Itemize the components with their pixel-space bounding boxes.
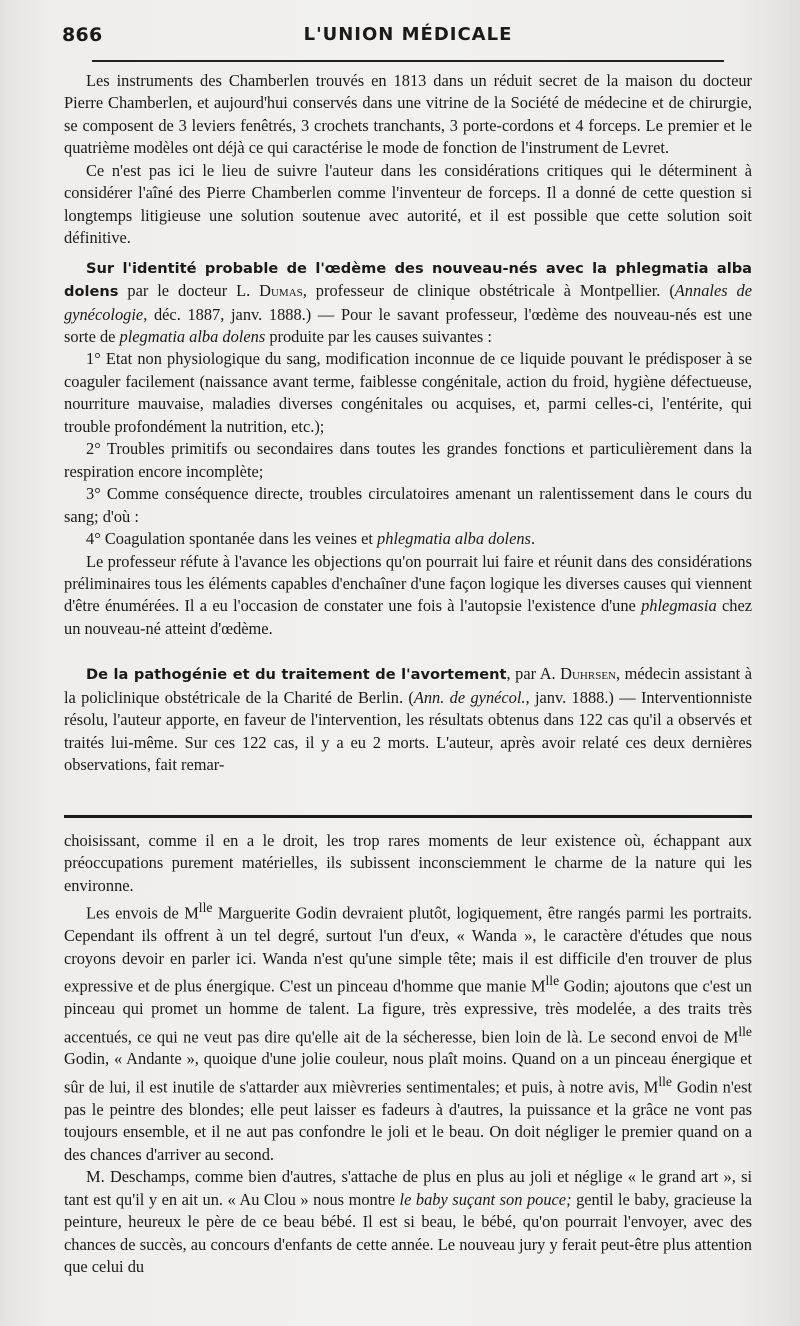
paragraph-choisissant: choisissant, comme il en a le droit, les trop rares moments de leur existence où, échappant aux préoccupations purement matérielles, ils subissent inconsciemment le charme de la nature qui les environne. xyxy=(64,831,752,895)
cause-item-4: 4° Coagulation spontanée dans les veines et phlegmatia alba dolens. xyxy=(86,529,536,549)
article-oedeme: Sur l'identité probable de l'œdème des nouveau-nés avec la phlegmatia alba dolens par le docteur L. Dumas, professeur de clinique obstétricale à Montpellier. (Annales de gynécologie, déc. 1887, janv. 1888.) — Pour le savant professeur, l'œdème des nouveau-nés est une sorte de plegmatia alba dolens produite par les causes suivantes : xyxy=(64,259,753,346)
upper-column xyxy=(64,70,752,777)
article-avortement: De la pathogénie et du traitement de l'avortement, par A. Duhrsen, médecin assistant à la policlinique obstétricale de la Charité de Berlin. (Ann. de gynécol., janv. 1888.) — Interventionniste résolu, l'auteur apporte, en faveur de l'intervention, les résultats obtenus dans 122 cas qu'il a observés et traités lui-même. Sur ces 122 cas, il y a eu 2 morts. L'auteur, après avoir relaté ces deux dernières observations, fait remar- xyxy=(64,664,753,775)
cause-item-1: 1° Etat non physiologique du sang, modification inconnue de ce liquide pouvant le prédisposer à se coaguler facilement (naissance avant terme, faiblesse congénitale, action du froid, hygiène défectueuse, nourriture mauvaise, maladies diverses congénitales ou acquises, et, parmi celles-ci, l'entérite, qui trouble profondément la nutrition, etc.); xyxy=(64,349,752,436)
author-dumas: Dumas xyxy=(259,281,303,301)
feuilleton-separator xyxy=(64,815,752,818)
paragraph-chamberlen-inventor: Ce n'est pas ici le lieu de suivre l'auteur dans les considérations critiques qui le déterminent à considérer l'aîné des Pierre Chamberlen comme l'inventeur de forceps. Il a donné de cette question si longtemps litigieuse une solution soutenue avec autorité, et il est possible que cette solution soit définitive. xyxy=(64,160,752,248)
paragraph-refutation: Le professeur réfute à l'avance les objections qu'on pourrait lui faire et réunit dans des considérations préliminaires tous les éléments capables d'enchaîner d'une façon logique les diverses causes qui viennent d'être énumérées. Il a eu l'occasion de constater une fois à l'autopsie l'existence d'une phlegmasia chez un nouveau-né atteint d'œdème. xyxy=(64,551,752,638)
cause-item-3: 3° Comme conséquence directe, troubles circulatoires amenant un ralentissement dans le cours du sang; d'où : xyxy=(64,484,752,526)
journal-name: Annales de gynécologie xyxy=(64,281,753,324)
journal-name-short: Ann. de gynécol. xyxy=(413,687,526,707)
running-title: L'UNION MÉDICALE xyxy=(303,24,513,45)
paragraph-godin: Les envois de $M^{lle}$ Marguerite Godin devraient plutôt, logiquement, être rangés parmi les portraits. Cependant ils offrent à un tel degré, surtout l'un d'eux, « Wanda », le caractère d'études que nous croyons devoir en parler ici. Wanda n'est qu'une simple tête; mais il est difficile d'en trouver de plus expressive et de plus énergique. C'est un pinceau d'homme que manie $M^{lle}$ Godin; ajoutons que c'est un pinceau qui promet un homme de talent. La figure, très expressive, très modelée, a des traits très accentués, ce qui ne veut pas dire qu'elle ait de la sécheresse, bien loin de là. Le second envoi de $M^{lle}$ Godin, « Andante », quoique d'une jolie couleur, nous plaît moins. Quand on a un pinceau énergique et sûr de lui, il est inutile de s'attarder aux mièvreries sentimentales; et puis, à notre avis, $M^{lle}$ Godin n'est pas le peintre des blondes; elle peut laisser es fadeurs à d'autres, la puissance et la grâce ne vont pas toujours ensemble, et il ne aut pas confondre le joli et le beau. On doit négliger le premier quand on a des chances d'arriver au second. xyxy=(64,900,753,1164)
lower-column xyxy=(64,830,752,1278)
cause-item-2: 2° Troubles primitifs ou secondaires dans toutes les grandes fonctions et particulièrement dans la respiration encore incomplète; xyxy=(64,439,752,481)
page-number: 866 xyxy=(62,24,103,46)
article-title-oedeme: Sur l'identité probable de l'œdème des nouveau-nés avec la phlegmatia alba dolens xyxy=(64,259,752,301)
paragraph-deschamps: M. Deschamps, comme bien d'autres, s'attache de plus en plus au joli et néglige « le grand art », si tant est qu'il y en ait un. « Au Clou » nous montre le baby suçant son pouce; gentil le baby, gracieuse la peinture, heureux le père de ce beau bébé. Il est si beau, le bébé, qu'on pourrait l'envoyer, avec des chances de succès, au concours d'enfants de cette année. Le nouveau jury y ferait peut-être plus attention que celui du xyxy=(64,1167,752,1277)
article-title-avortement: De la pathogénie et du traitement de l'avortement xyxy=(86,666,507,684)
page-header xyxy=(62,22,754,52)
paragraph-chamberlen-instruments: Les instruments des Chamberlen trouvés en 1813 dans un réduit secret de la maison du docteur Pierre Chamberlen, et aujourd'hui conservés dans une vitrine de la Société de médecine et de chirurgie, se composent de 3 leviers fenêtrés, 3 crochets tranchants, 3 porte-cordons et 4 forceps. Le premier et le quatrième modèles ont déjà ce qui caractérise le mode de fonction de l'instrument de Levret. xyxy=(64,71,752,158)
header-rule xyxy=(92,60,724,62)
author-duhrsen: Duhrsen xyxy=(560,664,616,684)
